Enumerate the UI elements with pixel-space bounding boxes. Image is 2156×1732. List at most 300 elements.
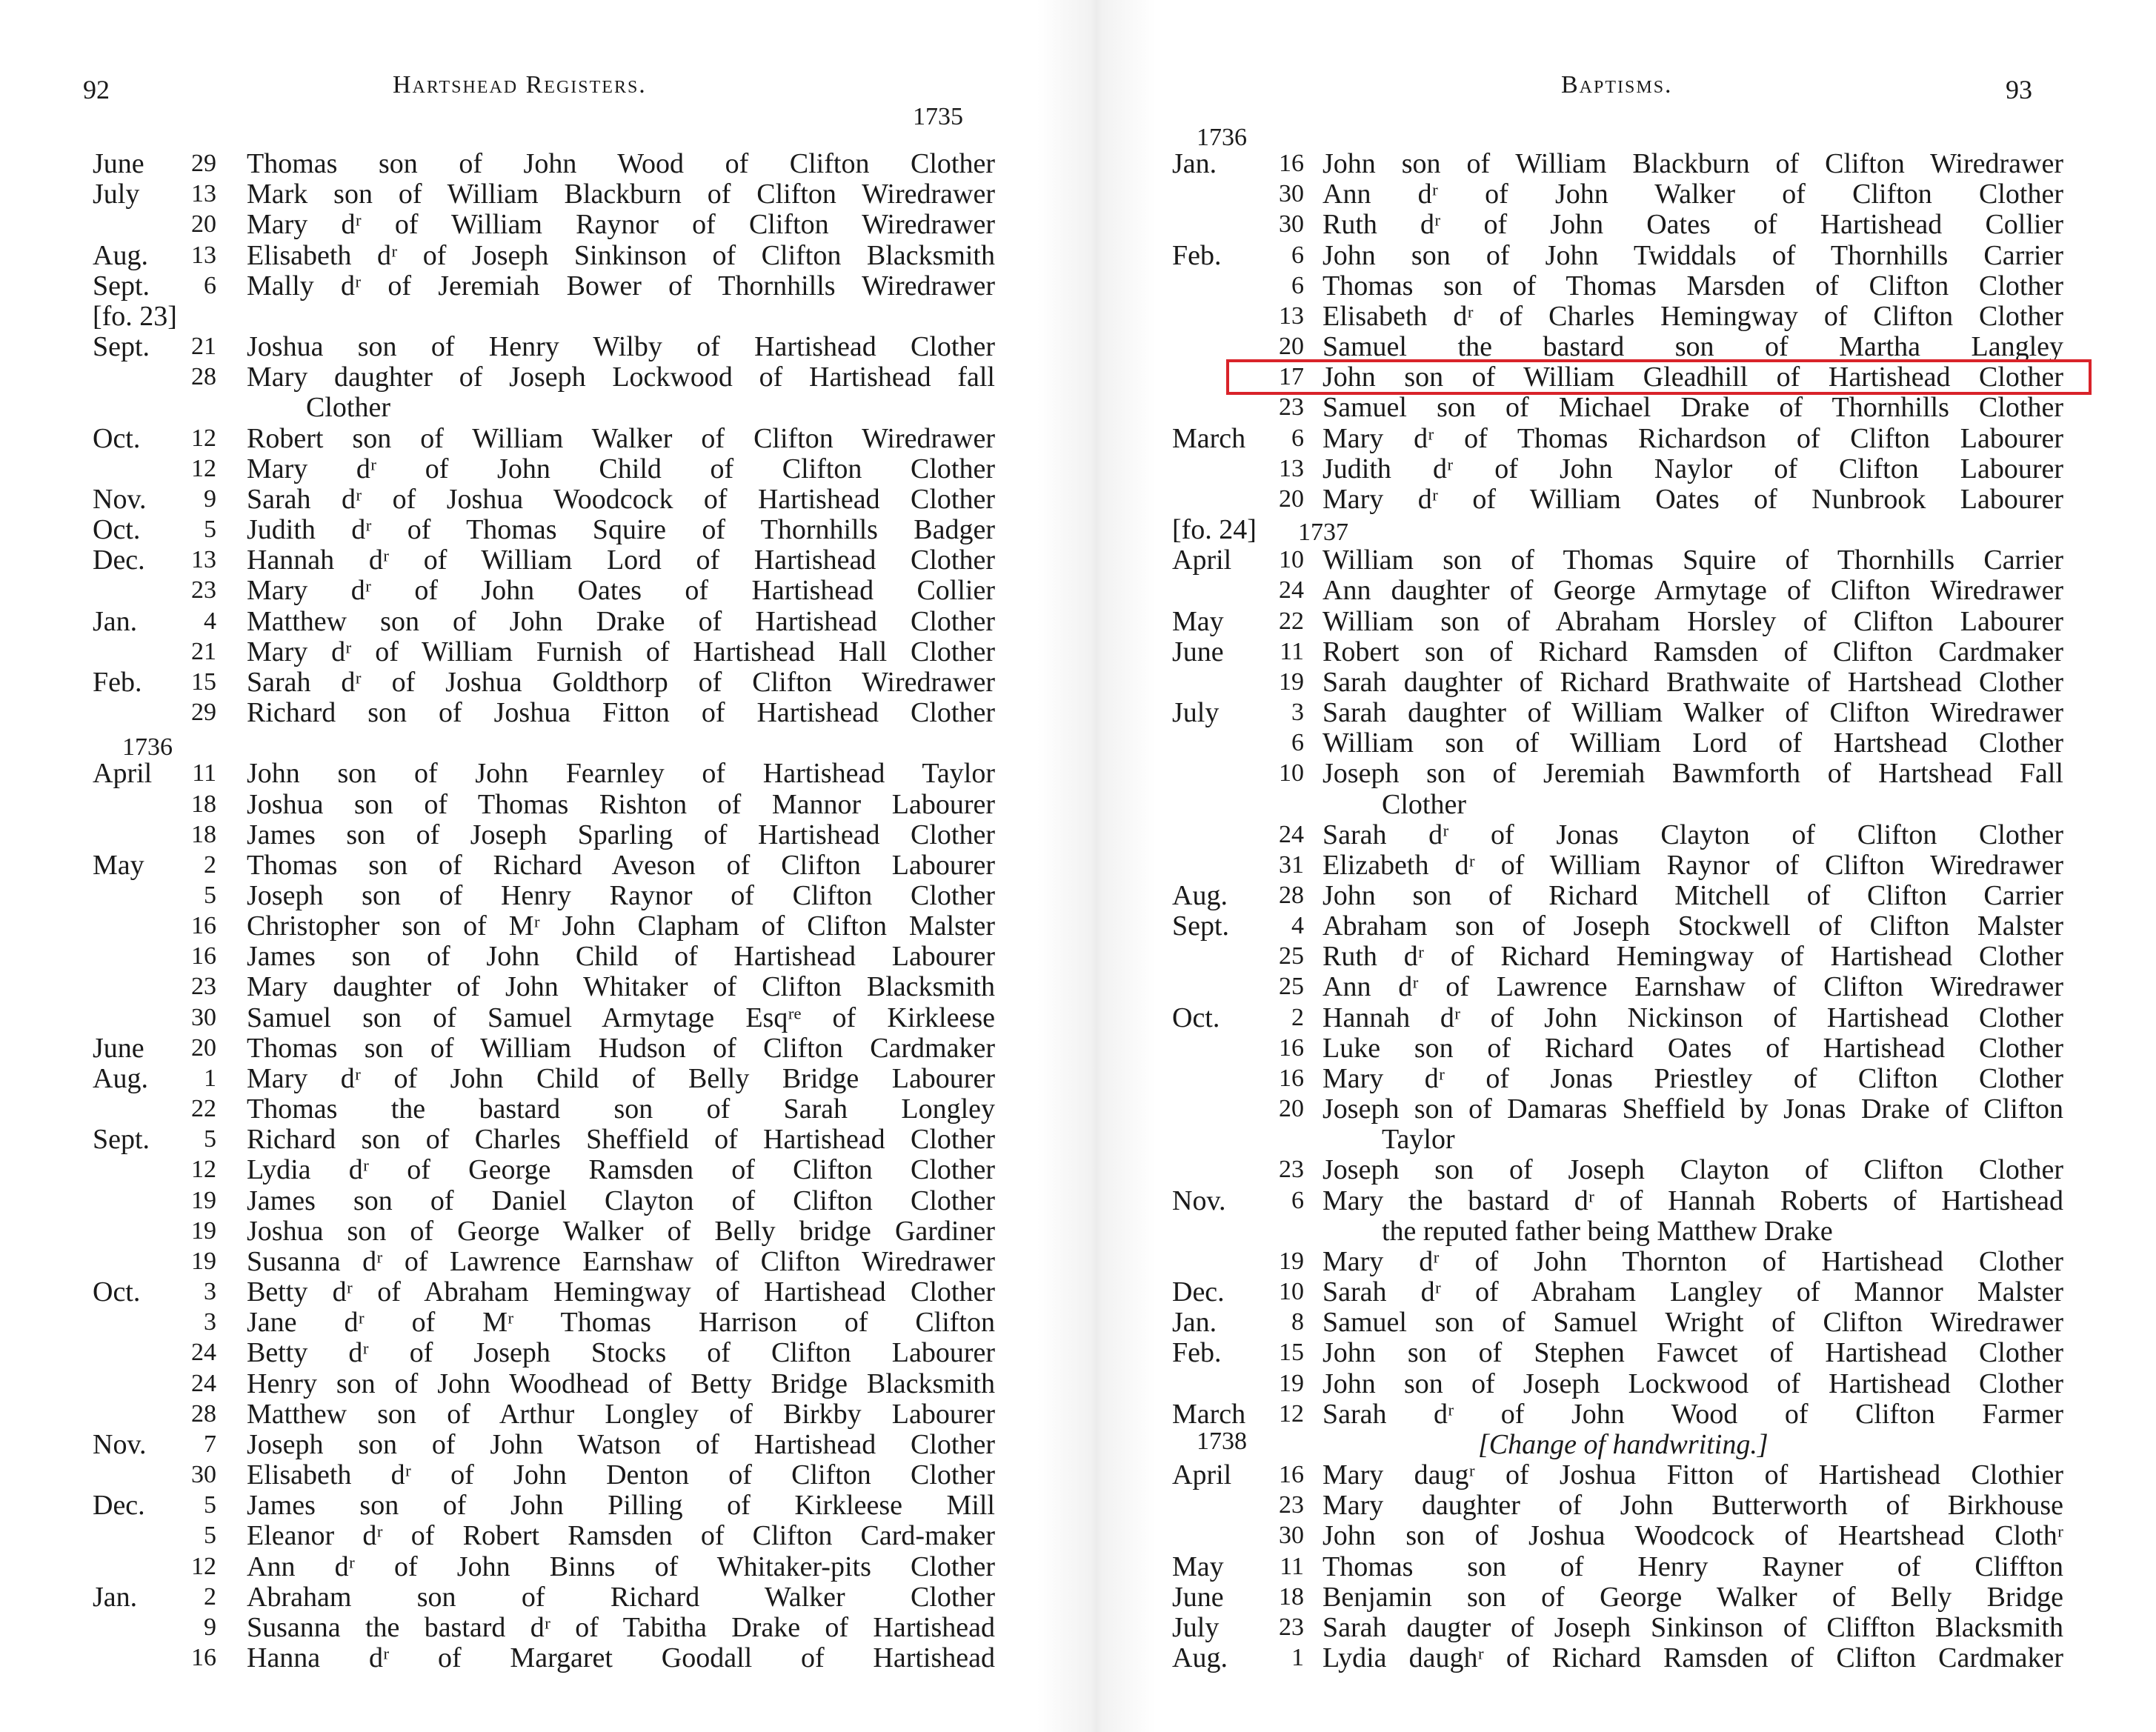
entry-text: Jane dʳ of Mʳ Thomas Harrison of Clifton: [247, 1307, 995, 1339]
day-number: 23: [1279, 393, 1304, 422]
entry-text: James son of John Pilling of Kirkleese Mill: [247, 1490, 995, 1522]
register-row: [0, 179, 1078, 209]
register-row: [1078, 1338, 2156, 1368]
register-row: [1078, 271, 2156, 301]
entry-text: Mary dʳ of John Thornton of Hartishead Clother: [1322, 1245, 2063, 1277]
entry-text: Sarah dʳ of Abraham Langley of Mannor Malster: [1322, 1276, 2063, 1308]
register-row: [0, 484, 1078, 514]
register-row: [1078, 1125, 2156, 1154]
highlight-box: [1226, 359, 2092, 395]
entry-text: Joseph son of Joseph Clayton of Clifton Clother: [1322, 1154, 2063, 1186]
register-row: [0, 1033, 1078, 1063]
entry-text: Mary daughter of John Whitaker of Clifton Blacksmith: [247, 971, 995, 1003]
register-row: [1078, 1490, 2156, 1520]
register-row: [1078, 576, 2156, 605]
register-row: [0, 1308, 1078, 1337]
register-row: [1078, 149, 2156, 179]
entry-text: Mary daughter of Joseph Lockwood of Hartishead fall: [247, 362, 995, 393]
entry-text: Ann dʳ of John Walker of Clifton Clother: [1322, 179, 2063, 210]
day-number: 5: [204, 1491, 216, 1519]
day-number: 19: [191, 1186, 216, 1214]
month-label: Sept.: [1172, 910, 1230, 942]
register-row: [1078, 424, 2156, 453]
entry-text: Susanna dʳ of Lawrence Earnshaw of Clifton Wiredrawer: [247, 1245, 995, 1277]
day-number: 12: [191, 454, 216, 482]
register-row: [1078, 1427, 2156, 1460]
month-label: April: [93, 758, 153, 790]
register-row: [0, 850, 1078, 880]
entry-text: Elisabeth dʳ of Charles Hemingway of Clifton Clother: [1322, 300, 2063, 332]
day-number: 12: [191, 1156, 216, 1184]
entry-text: Betty dʳ of Abraham Hemingway of Hartishead Clother: [247, 1276, 995, 1308]
entry-text: Sarah dʳ of Joshua Goldthorp of Clifton Wiredrawer: [247, 666, 995, 698]
register-row: [1078, 1369, 2156, 1399]
register-row: [1078, 119, 2156, 151]
day-number: 5: [204, 882, 216, 909]
entry-text: Thomas son of Richard Aveson of Clifton Labourer: [247, 849, 995, 881]
day-number: 11: [1280, 637, 1304, 665]
day-number: 1: [204, 1064, 216, 1092]
register-row: [1078, 1460, 2156, 1490]
day-number: 18: [191, 790, 216, 818]
day-number: 6: [1291, 1186, 1304, 1214]
register-row: [1078, 545, 2156, 575]
register-row: [1078, 393, 2156, 422]
day-number: 9: [204, 484, 216, 513]
day-number: 18: [1279, 1582, 1304, 1611]
day-number: 19: [191, 1216, 216, 1245]
entry-text: Samuel the bastard son of Martha Langley: [1322, 331, 2063, 363]
page-number: 93: [2006, 75, 2032, 104]
register-row: [0, 424, 1078, 453]
entry-text: Judith dʳ of Thomas Squire of Thornhills Badger: [247, 514, 995, 546]
running-head: Baptisms.: [1561, 71, 1673, 99]
register-row: [1078, 210, 2156, 239]
right-page: [1078, 0, 2156, 1732]
entry-text: Richard son of Joshua Fitton of Hartishead Clother: [247, 697, 995, 729]
day-number: 20: [1279, 333, 1304, 361]
day-number: 31: [1279, 850, 1304, 879]
day-number: 6: [204, 271, 216, 299]
day-number: 4: [204, 607, 216, 635]
month-label: Oct.: [93, 422, 141, 454]
entry-text: Mally dʳ of Jeremiah Bower of Thornhills Wiredrawer: [247, 270, 995, 302]
entry-text: Thomas son of William Hudson of Clifton Cardmaker: [247, 1032, 995, 1064]
entry-text: Sarah dʳ of Joshua Woodcock of Hartishead Clother: [247, 483, 995, 515]
entry-text: Joseph son of John Watson of Hartishead Clother: [247, 1428, 995, 1460]
entry-text: Clother: [1382, 788, 1466, 820]
register-row: [1078, 514, 2156, 547]
day-number: 2: [1291, 1003, 1304, 1031]
month-label: Aug.: [93, 239, 148, 271]
register-row: [1078, 241, 2156, 270]
month-label: May: [1172, 1551, 1224, 1582]
day-number: 10: [1279, 759, 1304, 787]
month-label: July: [93, 179, 140, 210]
register-row: [1078, 881, 2156, 910]
day-number: 13: [191, 241, 216, 269]
register-row: [0, 637, 1078, 667]
month-label: June: [1172, 1581, 1224, 1613]
month-label: June: [93, 148, 144, 180]
entry-text: Robert son of Richard Ramsden of Clifton Cardmaker: [1322, 636, 2063, 667]
entry-text: Lydia daughʳ of Richard Ramsden of Clifton Cardmaker: [1322, 1642, 2063, 1673]
month-label: March: [1172, 1398, 1246, 1430]
entry-text: Thomas son of Henry Rayner of Cliffton: [1322, 1551, 2063, 1582]
day-number: 29: [191, 699, 216, 727]
entry-text: Hanna dʳ of Margaret Goodall of Hartishead: [247, 1642, 995, 1673]
entry-text: John son of John Twiddals of Thornhills Carrier: [1322, 239, 2063, 271]
entry-text: Lydia dʳ of George Ramsden of Clifton Clother: [247, 1154, 995, 1186]
entry-text: Joshua son of Henry Wilby of Hartishead Clother: [247, 331, 995, 363]
year-label: 1736: [122, 733, 173, 762]
entry-text: Elisabeth dʳ of Joseph Sinkinson of Clifton Blacksmith: [247, 239, 995, 271]
month-label: April: [1172, 544, 1232, 576]
entry-text: John son of William Blackburn of Clifton Wiredrawer: [1322, 148, 2063, 180]
month-label: Nov.: [1172, 1185, 1226, 1216]
entry-text: Eleanor dʳ of Robert Ramsden of Clifton Card-maker: [247, 1520, 995, 1552]
page-number: 92: [83, 75, 110, 104]
month-label: Dec.: [93, 544, 145, 576]
day-number: 16: [191, 942, 216, 970]
day-number: 17: [1279, 363, 1304, 391]
entry-text: Ruth dʳ of Richard Hemingway of Hartishead Clother: [1322, 941, 2063, 973]
entry-text: John son of William Gleadhill of Hartishead Clother: [1322, 362, 2063, 393]
register-row: [0, 362, 1078, 392]
register-row: [0, 210, 1078, 239]
register-row: [0, 820, 1078, 850]
entry-text: Thomas the bastard son of Sarah Longley: [247, 1093, 995, 1125]
register-row: [1078, 728, 2156, 758]
register-row: [0, 607, 1078, 636]
register-row: [0, 1277, 1078, 1307]
entry-text: Mary dʳ of Jonas Priestley of Clifton Clother: [1322, 1062, 2063, 1094]
day-number: 6: [1291, 271, 1304, 299]
editorial-note: [Change of handwriting.]: [1478, 1428, 1769, 1460]
entry-text: the reputed father being Matthew Drake: [1382, 1215, 1833, 1247]
day-number: 16: [1279, 1461, 1304, 1489]
day-number: 3: [204, 1308, 216, 1336]
register-row: [0, 759, 1078, 788]
day-number: 25: [1279, 942, 1304, 970]
register-row: [0, 1155, 1078, 1185]
entry-text: William son of William Lord of Hartshead Clother: [1322, 727, 2063, 759]
month-label: Sept.: [93, 270, 150, 302]
day-number: 28: [191, 1399, 216, 1428]
entry-text: Sarah dʳ of John Wood of Clifton Farmer: [1322, 1398, 2063, 1430]
day-number: 10: [1279, 1278, 1304, 1306]
entry-text: Mary dʳ of John Oates of Hartishead Collier: [247, 575, 995, 607]
register-row: [0, 515, 1078, 544]
day-number: 22: [1279, 607, 1304, 635]
day-number: 3: [1291, 699, 1304, 727]
month-label: March: [1172, 422, 1246, 454]
day-number: 20: [1279, 484, 1304, 513]
register-row: [0, 332, 1078, 362]
entry-text: Mary dʳ of William Oates of Nunbrook Labourer: [1322, 483, 2063, 515]
register-row: [0, 271, 1078, 301]
register-row: [1078, 1552, 2156, 1582]
entry-text: Hannah dʳ of John Nickinson of Hartishead Clother: [1322, 1002, 2063, 1033]
day-number: 3: [204, 1278, 216, 1306]
register-row: [0, 1521, 1078, 1551]
day-number: 7: [204, 1430, 216, 1458]
day-number: 12: [191, 424, 216, 452]
register-row: [0, 1003, 1078, 1033]
month-label: May: [93, 849, 144, 881]
register-row: [1078, 1521, 2156, 1551]
day-number: 29: [191, 150, 216, 178]
entry-text: William son of Abraham Horsley of Clifton Labourer: [1322, 605, 2063, 637]
day-number: 20: [191, 1033, 216, 1062]
month-label: July: [1172, 1611, 1220, 1643]
register-row: [0, 698, 1078, 727]
entry-text: Mary daugʳ of Joshua Fitton of Hartishead Clothier: [1322, 1459, 2063, 1491]
register-row: [0, 972, 1078, 1002]
register-row: [1078, 1155, 2156, 1185]
entry-text: Matthew son of Arthur Longley of Birkby Labourer: [247, 1398, 995, 1430]
entry-text: Ruth dʳ of John Oates of Hartishead Collier: [1322, 209, 2063, 241]
entry-text: Elizabeth dʳ of William Raynor of Clifton Wiredrawer: [1322, 849, 2063, 881]
month-label: Oct.: [93, 1276, 141, 1308]
register-row: [0, 1186, 1078, 1216]
register-row: [1078, 698, 2156, 727]
day-number: 1: [1291, 1644, 1304, 1671]
day-number: 23: [1279, 1613, 1304, 1641]
month-label: July: [1172, 697, 1220, 729]
day-number: 15: [1279, 1339, 1304, 1367]
entry-text: Joseph son of Damaras Sheffield by Jonas Drake of Clifton: [1322, 1093, 2063, 1125]
day-number: 28: [1279, 882, 1304, 909]
register-row: [1078, 1033, 2156, 1063]
register-row: [1078, 667, 2156, 697]
month-label: Oct.: [1172, 1002, 1220, 1033]
day-number: 24: [191, 1369, 216, 1397]
register-row: [1078, 759, 2156, 788]
day-number: 19: [191, 1247, 216, 1275]
day-number: 12: [1279, 1399, 1304, 1428]
entry-text: Betty dʳ of Joseph Stocks of Clifton Labourer: [247, 1337, 995, 1369]
register-row: [0, 667, 1078, 697]
day-number: 24: [1279, 820, 1304, 848]
entry-text: Robert son of William Walker of Clifton Wiredrawer: [247, 422, 995, 454]
day-number: 16: [191, 912, 216, 940]
register-row: [1078, 850, 2156, 880]
day-number: 9: [204, 1613, 216, 1641]
register-row: [0, 1125, 1078, 1154]
register-row: [1078, 1247, 2156, 1276]
day-number: 12: [191, 1552, 216, 1580]
folio-marker: [fo. 23]: [93, 300, 177, 332]
entry-text: John son of Joshua Woodcock of Heartshead Clothʳ: [1322, 1520, 2063, 1552]
register-row: [0, 302, 1078, 331]
day-number: 5: [204, 1522, 216, 1550]
day-number: 16: [1279, 1033, 1304, 1062]
day-number: 23: [1279, 1491, 1304, 1519]
day-number: 4: [1291, 912, 1304, 940]
register-row: [1078, 972, 2156, 1002]
register-row: [0, 942, 1078, 971]
day-number: 24: [191, 1339, 216, 1367]
month-label: Jan.: [1172, 1307, 1217, 1339]
entry-text: Taylor: [1382, 1124, 1455, 1156]
entry-text: Judith dʳ of John Naylor of Clifton Labourer: [1322, 453, 2063, 484]
day-number: 6: [1291, 241, 1304, 269]
day-number: 6: [1291, 729, 1304, 757]
register-row: [0, 881, 1078, 910]
day-number: 23: [1279, 1156, 1304, 1184]
register-row: [1078, 942, 2156, 971]
day-number: 13: [191, 546, 216, 574]
register-row: [0, 545, 1078, 575]
month-label: Oct.: [93, 514, 141, 546]
entry-text: Mary daughter of John Butterworth of Birkhouse: [1322, 1490, 2063, 1522]
register-row: [1078, 911, 2156, 941]
month-label: Sept.: [93, 331, 150, 363]
register-row: [0, 728, 1078, 762]
register-row: [1078, 454, 2156, 484]
day-number: 30: [191, 1461, 216, 1489]
day-number: 23: [191, 576, 216, 604]
entry-text: Sarah dʳ of Jonas Clayton of Clifton Clother: [1322, 819, 2063, 850]
register-row: [0, 576, 1078, 605]
day-number: 20: [191, 210, 216, 239]
register-row: [1078, 1308, 2156, 1337]
entry-text: Susanna the bastard dʳ of Tabitha Drake of Hartishead: [247, 1611, 995, 1643]
month-label: Aug.: [1172, 880, 1228, 911]
day-number: 30: [191, 1003, 216, 1031]
entry-text: Thomas son of Thomas Marsden of Clifton Clother: [1322, 270, 2063, 302]
day-number: 23: [191, 973, 216, 1001]
day-number: 20: [1279, 1095, 1304, 1123]
register-row: [0, 1338, 1078, 1368]
entry-text: Hannah dʳ of William Lord of Hartishead Clother: [247, 544, 995, 576]
entry-text: John son of John Fearnley of Hartishead Taylor: [247, 758, 995, 790]
year-label: 1735: [913, 103, 963, 130]
month-label: Aug.: [93, 1062, 148, 1094]
month-label: Nov.: [93, 1428, 147, 1460]
entry-text: Matthew son of John Drake of Hartishead Clother: [247, 605, 995, 637]
entry-text: Mary dʳ of William Furnish of Hartishead Hall Clother: [247, 636, 995, 667]
entry-text: John son of Stephen Fawcet of Hartishead Clother: [1322, 1337, 2063, 1369]
register-row: [1078, 484, 2156, 514]
entry-text: Christopher son of Mʳ John Clapham of Clifton Malster: [247, 910, 995, 942]
register-row: [0, 911, 1078, 941]
register-row: [1078, 1399, 2156, 1429]
register-row: [0, 1552, 1078, 1582]
entry-text: Mark son of William Blackburn of Clifton Wiredrawer: [247, 179, 995, 210]
year-label: 1737: [1298, 519, 1348, 547]
month-label: June: [1172, 636, 1224, 667]
day-number: 30: [1279, 210, 1304, 239]
entry-text: Luke son of Richard Oates of Hartishead Clother: [1322, 1032, 2063, 1064]
entry-text: Ann daughter of George Armytage of Clifton Wiredrawer: [1322, 575, 2063, 607]
day-number: 19: [1279, 1369, 1304, 1397]
register-row: [1078, 1613, 2156, 1642]
day-number: 24: [1279, 576, 1304, 604]
entry-text: Mary the bastard dʳ of Hannah Roberts of Hartishead: [1322, 1185, 2063, 1216]
month-label: Jan.: [93, 1581, 138, 1613]
day-number: 8: [1291, 1308, 1304, 1336]
year-label: 1736: [1197, 124, 1247, 151]
month-label: April: [1172, 1459, 1232, 1491]
entry-text: Elisabeth dʳ of John Denton of Clifton Clother: [247, 1459, 995, 1491]
day-number: 16: [191, 1644, 216, 1671]
day-number: 16: [1279, 150, 1304, 178]
day-number: 13: [1279, 454, 1304, 482]
month-label: Nov.: [93, 483, 147, 515]
day-number: 2: [204, 1582, 216, 1611]
month-label: Aug.: [1172, 1642, 1228, 1673]
entry-text: Thomas son of John Wood of Clifton Clother: [247, 148, 995, 180]
day-number: 11: [1280, 1552, 1304, 1580]
entry-text: James son of John Child of Hartishead Labourer: [247, 941, 995, 973]
month-label: Sept.: [93, 1124, 150, 1156]
entry-text: Henry son of John Woodhead of Betty Bridge Blacksmith: [247, 1368, 995, 1399]
month-label: Dec.: [93, 1490, 145, 1522]
year-label: 1738: [1197, 1427, 1247, 1455]
month-label: Feb.: [1172, 239, 1222, 271]
entry-text: Joshua son of George Walker of Belly bridge Gardiner: [247, 1215, 995, 1247]
entry-text: Mary dʳ of John Child of Clifton Clother: [247, 453, 995, 484]
register-row: [0, 1460, 1078, 1490]
register-row: [0, 149, 1078, 179]
month-label: Jan.: [1172, 148, 1217, 180]
register-row: [1078, 1216, 2156, 1246]
entry-text: Richard son of Charles Sheffield of Hartishead Clother: [247, 1124, 995, 1156]
register-row: [0, 1582, 1078, 1612]
entry-text: Joshua son of Thomas Rishton of Mannor Labourer: [247, 788, 995, 820]
entry-text: William son of Thomas Squire of Thornhills Carrier: [1322, 544, 2063, 576]
register-row: [1078, 1003, 2156, 1033]
entry-text: Samuel son of Michael Drake of Thornhills Clother: [1322, 392, 2063, 424]
day-number: 21: [191, 333, 216, 361]
day-number: 5: [204, 516, 216, 544]
register-row: [0, 790, 1078, 819]
entry-text: Mary dʳ of William Raynor of Clifton Wiredrawer: [247, 209, 995, 241]
entry-text: Abraham son of Richard Walker Clother: [247, 1581, 995, 1613]
day-number: 18: [191, 820, 216, 848]
entry-text: Benjamin son of George Walker of Belly Bridge: [1322, 1581, 2063, 1613]
entry-text: James son of Daniel Clayton of Clifton Clother: [247, 1185, 995, 1216]
entry-text: John son of Joseph Lockwood of Hartishead Clother: [1322, 1368, 2063, 1399]
entry-text: Sarah daughter of Richard Brathwaite of Hartshead Clother: [1322, 666, 2063, 698]
day-number: 15: [191, 667, 216, 696]
month-label: May: [1172, 605, 1224, 637]
entry-text: Samuel son of Samuel Wright of Clifton Wiredrawer: [1322, 1307, 2063, 1339]
register-row: [0, 1369, 1078, 1399]
register-row: [0, 1613, 1078, 1642]
entry-text: Joseph son of Henry Raynor of Clifton Clother: [247, 880, 995, 911]
entry-text: James son of Joseph Sparling of Hartishead Clother: [247, 819, 995, 850]
day-number: 30: [1279, 180, 1304, 208]
register-row: [1078, 1186, 2156, 1216]
register-row: [1078, 1582, 2156, 1612]
entry-text: Ann dʳ of John Binns of Whitaker-pits Clother: [247, 1551, 995, 1582]
entry-text: Samuel son of Samuel Armytage Esqʳᵉ of Kirkleese: [247, 1002, 995, 1033]
day-number: 6: [1291, 424, 1304, 452]
day-number: 2: [204, 850, 216, 879]
entry-text: Mary dʳ of Thomas Richardson of Clifton Labourer: [1322, 422, 2063, 454]
register-row: [0, 1399, 1078, 1429]
register-row: [0, 393, 1078, 422]
day-number: 16: [1279, 1064, 1304, 1092]
running-head: Hartshead Registers.: [393, 71, 647, 99]
month-label: June: [93, 1032, 144, 1064]
day-number: 11: [192, 759, 216, 787]
register-row: [1078, 179, 2156, 209]
register-row: [1078, 1643, 2156, 1673]
